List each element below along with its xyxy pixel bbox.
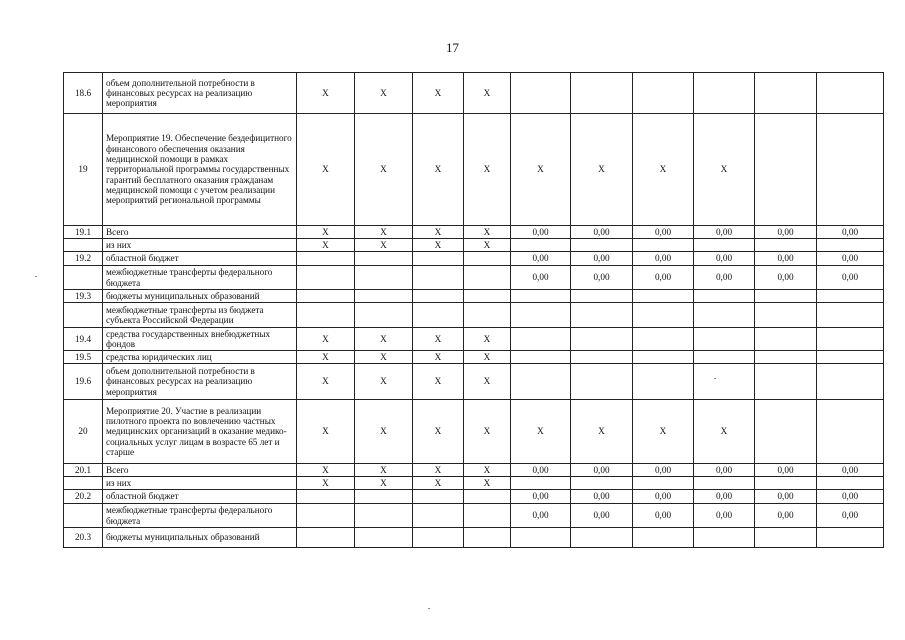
value-cell: [511, 351, 571, 364]
row-description: Мероприятие 19. Обеспечение бездефицитного финансового обеспечения оказания медицинской помощи в рамках территориальной программы государственных гарантий бесплатного оказания гражданам медицинской помощи с учетом реализации мероприятий региональной программы: [103, 114, 297, 226]
value-cell: X: [297, 477, 355, 490]
row-description: областной бюджет: [103, 252, 297, 266]
value-cell: [297, 252, 355, 266]
value-cell: 0,00: [511, 504, 571, 528]
value-cell: [464, 290, 511, 303]
table-row: [64, 239, 884, 252]
value-cell: [355, 266, 413, 290]
value-cell: [633, 477, 694, 490]
value-cell: 0,00: [633, 252, 694, 266]
value-cell: 0,00: [571, 252, 633, 266]
page-number: 17: [446, 40, 459, 55]
value-cell: [464, 490, 511, 504]
value-cell: [511, 364, 571, 400]
value-cell: [413, 252, 464, 266]
value-cell: [817, 477, 884, 490]
value-cell: X: [297, 73, 355, 114]
row-number: [64, 266, 103, 290]
value-cell: X: [355, 114, 413, 226]
value-cell: [633, 364, 694, 400]
value-cell: X: [413, 364, 464, 400]
value-cell: [817, 290, 884, 303]
value-cell: [633, 528, 694, 548]
value-cell: X: [413, 239, 464, 252]
value-cell: 0,00: [571, 464, 633, 477]
value-cell: 0,00: [817, 226, 884, 239]
row-number: 20.3: [64, 528, 103, 548]
value-cell: [464, 504, 511, 528]
value-cell: X: [297, 464, 355, 477]
value-cell: X: [464, 364, 511, 400]
value-cell: X: [355, 239, 413, 252]
value-cell: [355, 490, 413, 504]
value-cell: 0,00: [633, 226, 694, 239]
value-cell: 0,00: [511, 266, 571, 290]
value-cell: 0,00: [694, 464, 755, 477]
value-cell: 0,00: [755, 464, 817, 477]
value-cell: 0,00: [817, 252, 884, 266]
value-cell: [571, 364, 633, 400]
value-cell: 0,00: [511, 464, 571, 477]
value-cell: [694, 290, 755, 303]
row-description: межбюджетные трансферты федерального бюджета: [103, 266, 297, 290]
value-cell: [817, 400, 884, 464]
value-cell: 0,00: [571, 266, 633, 290]
value-cell: X: [355, 351, 413, 364]
value-cell: [355, 252, 413, 266]
scan-speck: [35, 276, 37, 277]
value-cell: 0,00: [511, 490, 571, 504]
value-cell: X: [511, 400, 571, 464]
value-cell: X: [355, 400, 413, 464]
value-cell: 0,00: [633, 266, 694, 290]
value-cell: X: [297, 351, 355, 364]
value-cell: X: [297, 226, 355, 239]
row-number: 20: [64, 400, 103, 464]
value-cell: [571, 528, 633, 548]
row-number: 20.1: [64, 464, 103, 477]
value-cell: [413, 528, 464, 548]
budget-table: [63, 72, 884, 548]
value-cell: [571, 477, 633, 490]
scan-speck: [428, 608, 430, 609]
value-cell: [755, 528, 817, 548]
value-cell: X: [464, 464, 511, 477]
table-row: [64, 266, 884, 290]
row-number: [64, 477, 103, 490]
value-cell: [633, 73, 694, 114]
value-cell: X: [355, 73, 413, 114]
row-number: [64, 504, 103, 528]
value-cell: [694, 328, 755, 351]
row-description: средства государственных внебюджетных фондов: [103, 328, 297, 351]
value-cell: [571, 73, 633, 114]
value-cell: 0,00: [633, 464, 694, 477]
value-cell: [633, 290, 694, 303]
value-cell: [571, 290, 633, 303]
value-cell: [817, 528, 884, 548]
value-cell: X: [464, 114, 511, 226]
value-cell: [755, 303, 817, 328]
value-cell: [755, 114, 817, 226]
value-cell: 0,00: [755, 490, 817, 504]
value-cell: [511, 328, 571, 351]
value-cell: [297, 528, 355, 548]
scan-speck: [714, 378, 716, 379]
row-description: объем дополнительной потребности в финансовых ресурсах на реализацию мероприятия: [103, 364, 297, 400]
row-description: средства юридических лиц: [103, 351, 297, 364]
table-row: [64, 464, 884, 477]
value-cell: X: [464, 400, 511, 464]
value-cell: [817, 328, 884, 351]
value-cell: [817, 114, 884, 226]
row-number: 19.6: [64, 364, 103, 400]
value-cell: 0,00: [694, 266, 755, 290]
row-number: 19.2: [64, 252, 103, 266]
value-cell: [511, 303, 571, 328]
value-cell: [571, 303, 633, 328]
value-cell: [511, 528, 571, 548]
value-cell: X: [413, 328, 464, 351]
value-cell: [755, 328, 817, 351]
table-row: [64, 504, 884, 528]
row-number: 19.4: [64, 328, 103, 351]
value-cell: 0,00: [755, 504, 817, 528]
value-cell: [755, 73, 817, 114]
value-cell: X: [633, 114, 694, 226]
table-row: [64, 490, 884, 504]
value-cell: 0,00: [817, 490, 884, 504]
value-cell: [297, 504, 355, 528]
value-cell: 0,00: [817, 464, 884, 477]
value-cell: [413, 504, 464, 528]
value-cell: [694, 364, 755, 400]
value-cell: 0,00: [694, 252, 755, 266]
row-description: Всего: [103, 464, 297, 477]
value-cell: [297, 266, 355, 290]
value-cell: 0,00: [755, 266, 817, 290]
value-cell: [755, 290, 817, 303]
row-number: 19: [64, 114, 103, 226]
value-cell: X: [355, 226, 413, 239]
value-cell: [817, 73, 884, 114]
value-cell: [817, 364, 884, 400]
row-description: объем дополнительной потребности в финансовых ресурсах на реализацию мероприятия: [103, 73, 297, 114]
value-cell: [694, 239, 755, 252]
value-cell: X: [464, 351, 511, 364]
value-cell: [511, 239, 571, 252]
row-number: 19.3: [64, 290, 103, 303]
row-description: межбюджетные трансферты федерального бюджета: [103, 504, 297, 528]
row-number: 20.2: [64, 490, 103, 504]
value-cell: X: [464, 239, 511, 252]
value-cell: [511, 73, 571, 114]
value-cell: X: [511, 114, 571, 226]
row-number: [64, 239, 103, 252]
value-cell: [297, 490, 355, 504]
value-cell: 0,00: [511, 226, 571, 239]
row-description: межбюджетные трансферты из бюджета субъекта Российской Федерации: [103, 303, 297, 328]
table-row: [64, 328, 884, 351]
value-cell: [297, 303, 355, 328]
row-description: Мероприятие 20. Участие в реализации пилотного проекта по вовлечению частных медицинских организаций в оказание медико-социальных услуг лицам в возрасте 65 лет и старше: [103, 400, 297, 464]
value-cell: [571, 239, 633, 252]
value-cell: [464, 303, 511, 328]
value-cell: X: [297, 364, 355, 400]
value-cell: X: [571, 400, 633, 464]
row-description: бюджеты муниципальных образований: [103, 290, 297, 303]
row-number: [64, 303, 103, 328]
value-cell: X: [297, 400, 355, 464]
value-cell: X: [413, 464, 464, 477]
value-cell: [413, 303, 464, 328]
row-description: из них: [103, 239, 297, 252]
value-cell: 0,00: [511, 252, 571, 266]
value-cell: X: [413, 226, 464, 239]
value-cell: 0,00: [571, 504, 633, 528]
table-row: [64, 252, 884, 266]
value-cell: X: [413, 400, 464, 464]
table-row: [64, 400, 884, 464]
value-cell: [755, 400, 817, 464]
value-cell: [633, 328, 694, 351]
row-number: 19.1: [64, 226, 103, 239]
value-cell: [511, 290, 571, 303]
table-row: [64, 528, 884, 548]
row-number: 18.6: [64, 73, 103, 114]
value-cell: 0,00: [694, 504, 755, 528]
value-cell: [355, 504, 413, 528]
table-row: [64, 477, 884, 490]
table-row: [64, 364, 884, 400]
value-cell: X: [413, 114, 464, 226]
value-cell: [694, 528, 755, 548]
value-cell: [511, 477, 571, 490]
value-cell: [755, 364, 817, 400]
value-cell: 0,00: [571, 226, 633, 239]
value-cell: 0,00: [817, 266, 884, 290]
value-cell: [817, 303, 884, 328]
value-cell: 0,00: [571, 490, 633, 504]
value-cell: [571, 328, 633, 351]
value-cell: [464, 528, 511, 548]
table-row: [64, 303, 884, 328]
value-cell: X: [355, 364, 413, 400]
value-cell: X: [571, 114, 633, 226]
row-description: из них: [103, 477, 297, 490]
value-cell: X: [297, 114, 355, 226]
value-cell: X: [355, 464, 413, 477]
value-cell: [571, 351, 633, 364]
value-cell: 0,00: [817, 504, 884, 528]
row-description: областной бюджет: [103, 490, 297, 504]
table-row: [64, 351, 884, 364]
value-cell: [413, 290, 464, 303]
value-cell: [464, 252, 511, 266]
value-cell: X: [355, 328, 413, 351]
value-cell: [413, 266, 464, 290]
value-cell: X: [355, 477, 413, 490]
table-row: [64, 290, 884, 303]
row-description: бюджеты муниципальных образований: [103, 528, 297, 548]
value-cell: [413, 490, 464, 504]
value-cell: X: [413, 351, 464, 364]
value-cell: X: [633, 400, 694, 464]
value-cell: X: [464, 73, 511, 114]
value-cell: X: [694, 400, 755, 464]
table-row: [64, 226, 884, 239]
value-cell: [297, 290, 355, 303]
table-row: [64, 114, 884, 226]
table-body: [64, 73, 884, 548]
value-cell: X: [413, 477, 464, 490]
value-cell: [633, 351, 694, 364]
value-cell: [755, 239, 817, 252]
value-cell: [694, 73, 755, 114]
table-row: [64, 73, 884, 114]
value-cell: [464, 266, 511, 290]
value-cell: [755, 351, 817, 364]
value-cell: 0,00: [633, 504, 694, 528]
value-cell: 0,00: [633, 490, 694, 504]
value-cell: 0,00: [755, 226, 817, 239]
value-cell: [355, 303, 413, 328]
value-cell: [633, 303, 694, 328]
value-cell: X: [297, 328, 355, 351]
value-cell: X: [694, 114, 755, 226]
value-cell: [694, 477, 755, 490]
value-cell: [755, 477, 817, 490]
value-cell: X: [464, 477, 511, 490]
row-description: Всего: [103, 226, 297, 239]
value-cell: 0,00: [755, 252, 817, 266]
row-number: 19.5: [64, 351, 103, 364]
value-cell: 0,00: [694, 226, 755, 239]
value-cell: X: [464, 328, 511, 351]
value-cell: [817, 351, 884, 364]
value-cell: [355, 528, 413, 548]
value-cell: X: [297, 239, 355, 252]
value-cell: [694, 351, 755, 364]
value-cell: [694, 303, 755, 328]
value-cell: 0,00: [694, 490, 755, 504]
value-cell: X: [464, 226, 511, 239]
value-cell: [633, 239, 694, 252]
value-cell: [355, 290, 413, 303]
value-cell: X: [413, 73, 464, 114]
value-cell: [817, 239, 884, 252]
